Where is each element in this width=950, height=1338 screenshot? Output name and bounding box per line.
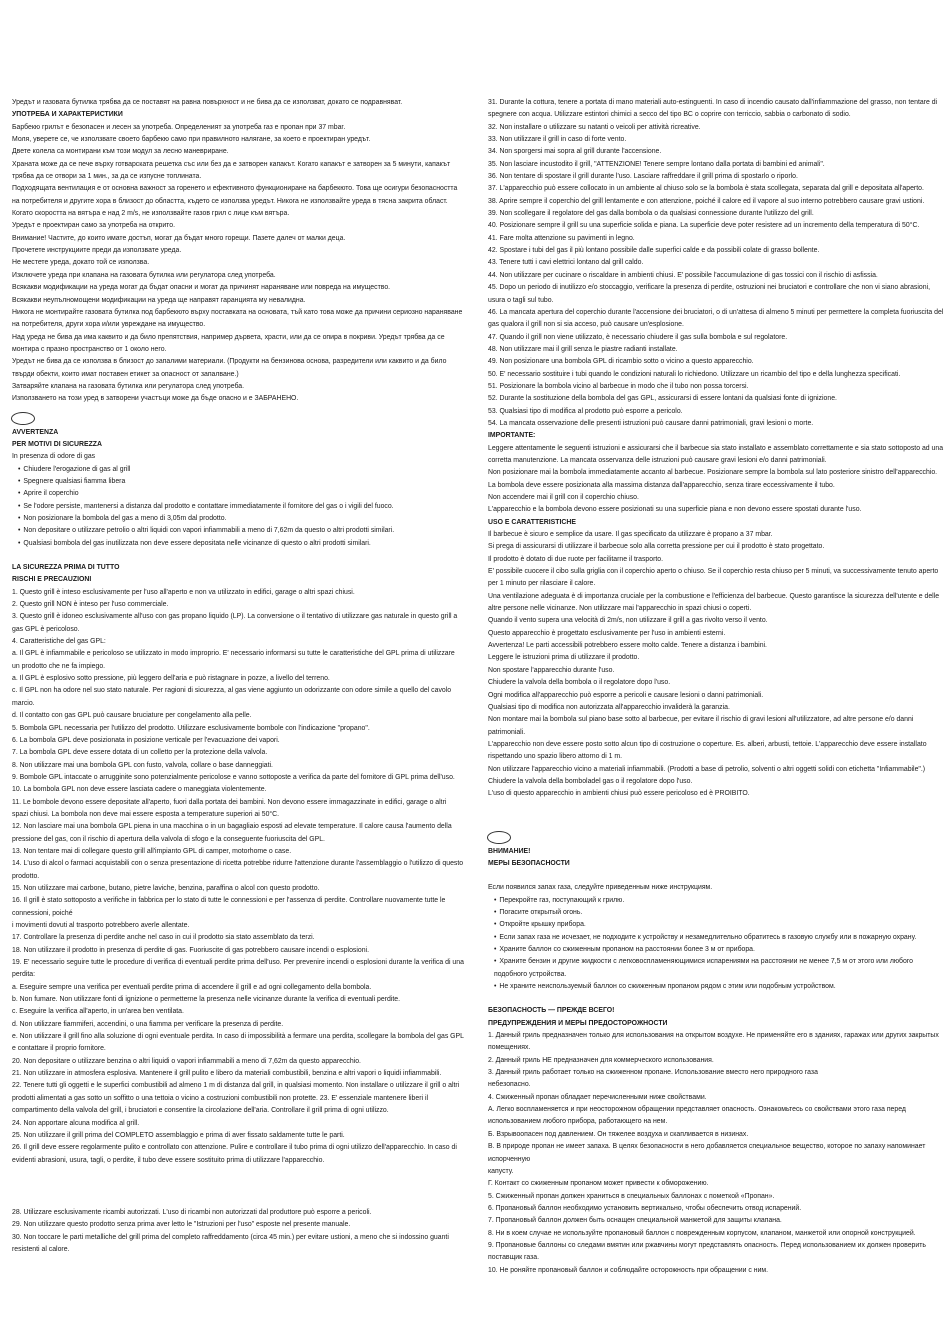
it-item: 44. Non utilizzare per cucinare o riscaldare in ambienti chiusi. E' possibile l'accumulazione di gas tossici con il rischio di asfissia.	[488, 271, 878, 279]
it-item: 51. Posizionare la bombola vicino al barbecue in modo che il tubo non possa torcersi.	[488, 382, 749, 390]
ru-item: 3. Данный гриль работает только на сжиженном пропане. Использование вместо него природного газа	[488, 1069, 818, 1077]
ru-bullet: • Храните баллон со сжиженным пропаном на расстоянии более 3 м от прибора.	[494, 944, 944, 956]
it-item: 43. Tenere tutti i cavi elettrici lontano dal grill caldo.	[488, 259, 644, 267]
it-item: 29. Non utilizzare questo prodotto senza prima aver letto le "Istruzioni per l'uso" esposte nel presente manuale.	[12, 1221, 351, 1229]
safety-subtitle: RISCHI E PRECAUZIONI	[12, 576, 92, 584]
it-item: 39. Non scollegare il regolatore del gas dalla bombola o da qualsiasi connessione durante l'utilizzo del grill.	[488, 210, 814, 218]
uso-item: Qualsiasi tipo di modifica non autorizzata all'apparecchio invaliderà la garanzia.	[488, 703, 730, 711]
gas-intro: In presenza di odore di gas	[12, 453, 96, 461]
it-item: 9. Bombole GPL intaccate o arrugginite sono potenzialmente pericolose e vanno sottoposte a verifica da parte del fornitore di GPL prima dell'uso.	[12, 773, 455, 781]
warning-oval-icon	[487, 831, 511, 844]
it-item: 25. Non utilizzare il grill prima del COMPLETO assemblaggio e prima di aver fissato saldamente tutte le parti.	[12, 1131, 345, 1139]
ru-intro: Если появился запах газа, следуйте приведенным ниже инструкциям.	[488, 884, 713, 892]
right-column	[488, 97, 944, 1277]
ru-bullet: • Откройте крышку прибора.	[494, 919, 944, 931]
uso-item: Il barbecue è sicuro e semplice da usare. Il gas specificato da utilizzare è propano a 37 mbar.	[488, 531, 773, 539]
it-item: 54. La mancata osservazione delle presenti istruzioni può causare danni patrimoniali, gravi lesioni o morte.	[488, 419, 814, 427]
bg-line: Никога не монтирайте газовата бутилка под барбекюто върху поставката на основата, тъй като това може да причини сериозно нараняване на потребителя, други хора и/или увреждане на имущество.	[12, 308, 463, 329]
bg-line: Всякакви модификации на уреда могат да бъдат опасни и могат да причинят нараняване или повреда на имущество.	[12, 284, 391, 292]
it-item: i movimenti dovuti al trasporto potrebbero averle allentate.	[12, 922, 190, 929]
uso-item: Una ventilazione adeguata è di importanza cruciale per la combustione e l'efficienza del barbecue. Questo garantisce la sicurezza dell'utente e delle altre persone nelle vicinanze. Non utilizzare mai l'apparecchio in spazi chiusi o coperti.	[488, 592, 940, 613]
ru-item: капусту.	[488, 1167, 514, 1175]
gas-bullet: • Chiudere l'erogazione di gas al grill	[18, 464, 464, 476]
ru-item: 1. Данный гриль предназначен только для использования на открытом воздухе. Не применяйте его в зданиях, гаражах или других закрытых помещениях.	[488, 1032, 939, 1052]
it-item: 42. Spostare i tubi del gas il più lontano possibile dalle superfici calde e da possibili colate di grasso bollente.	[488, 247, 820, 255]
bg-line: Използването на този уред в затворени участъци може да бъде опасно и е ЗАБРАНЕНО.	[12, 395, 299, 403]
it-item: 12. Non lasciare mai una bombola GPL piena in una macchina o in un bagagliaio esposti ad elevate temperature. Il calore causa l'aumento della pressione del gas, con il rischio di apertura della valvola di sfogo e la conseguente fuoriuscita del GPL.	[12, 823, 452, 843]
it-item: 8. Non utilizzare mai una bombola GPL con fusto, valvola, collare o base danneggiati.	[12, 761, 273, 769]
avvertenza-title: AVVERTENZA	[12, 428, 59, 436]
bg-line: Барбекю грилът е безопасен и лесен за употреба. Определеният за употреба газ е пропан при 37 mbar.	[12, 123, 346, 131]
ru-item: 8. Ни в коем случае не используйте пропановый баллон с поврежденным корпусом, клапаном, манжетой или опорной конструкцией.	[488, 1229, 916, 1237]
ru-item: 9. Пропановые баллоны со следами вмятин или ржавчины могут представлять опасность. Перед использованием их должен проверить поставщик газа.	[488, 1241, 926, 1262]
gas-bullet: • Se l'odore persiste, mantenersi a distanza dal prodotto e contattare immediatamente il fornitore del gas o i vigili del fuoco.	[18, 501, 464, 513]
it-item: c. Il GPL non ha odore nel suo stato naturale. Per ragioni di sicurezza, al gas viene aggiunto un odorizzante con odore simile a quello del cavolo marcio.	[12, 687, 452, 707]
bg-line: Храната може да се пече върху готварската решетка със или без да е затворен капакът. Когато капакът е затворен за 5 минути, капакът трябва да се отвори за 1 мин., за да се изпусне топлината.	[12, 160, 451, 181]
bg-line: Уредът и газовата бутилка трябва да се поставят на равна повърхност и не бива да се използват, докато се подравняват.	[12, 99, 403, 106]
it-item: 31. Durante la cottura, tenere a portata di mano materiali auto-estinguenti. In caso di incendio causato dall'infiammazione del grasso, non tentare di spegnere con acqua. Utilizzare estintori chimici a secco del tipo BC o coprire con terriccio, sabbia o carbonato di sodio.	[488, 99, 938, 119]
it-item: 35. Non lasciare incustodito il grill, "ATTENZIONE! Tenere sempre lontano dalla portata di bambini ed animali".	[488, 160, 825, 168]
uso-item: Non montare mai la bombola sul piano base sotto al barbecue, per evitare il rischio di gravi lesioni all'utilizzatore, ad altre persone e/o danni patrimoniali.	[488, 716, 914, 736]
ru-item: В. В природе пропан не имеет запаха. В целях безопасности в него добавляется специальное вещество, которое по запаху напоминает испорченную	[488, 1143, 926, 1163]
bg-heading: УПОТРЕБА И ХАРАКТЕРИСТИКИ	[12, 111, 123, 119]
uso-item: L'apparecchio non deve essere posto sotto alcun tipo di costruzione o coperture. Es. alberi, arbusti, tettoie. L'apparecchio deve essere installato rispettando uno spazio libero attorno di 1 m.	[488, 740, 927, 761]
warning-oval-icon	[11, 412, 35, 425]
ru-safety-subtitle: ПРЕДУПРЕЖДЕНИЯ И МЕРЫ ПРЕДОСТОРОЖНОСТИ	[488, 1019, 668, 1027]
it-item: d. Il contatto con gas GPL può causare bruciature per congelamento alla pelle.	[12, 712, 252, 720]
it-item: 7. La bombola GPL deve essere dotata di un colletto per la protezione della valvola.	[12, 749, 268, 757]
gas-bullet: • Aprire il coperchio	[18, 488, 464, 500]
bg-line: Затваряйте клапана на газовата бутилка или регулатора след употреба.	[12, 382, 244, 390]
bg-line: Изключете уреда при клапана на газовата бутилка или регулатора след употреба.	[12, 271, 276, 279]
gas-bullet: • Non posizionare la bombola del gas a meno di 3,05m dal prodotto.	[18, 513, 464, 525]
it-item: 18. Non utilizzare il prodotto in presenza di perdite di gas. Fuoriuscite di gas potrebbero causare incendi o esplosioni.	[12, 946, 369, 954]
bg-line: Уредът е проектиран само за употреба на открито.	[12, 222, 175, 230]
left-column	[12, 97, 464, 1256]
it-item: 16. Il grill è stato sottoposto a verifiche in fabbrica per lo stato di tutte le connessioni e per l'assenza di perdite. Controllare nuovamente tutte le connessioni, poiché	[12, 897, 446, 917]
it-item: 28. Utilizzare esclusivamente ricambi autorizzati. L'uso di ricambi non autorizzati dal produttore può esporre a pericoli.	[12, 1208, 372, 1216]
uso-title: USO E CARATTERISTICHE	[488, 518, 576, 526]
it-item: 48. Non utilizzare mai il grill senza le piastre radianti installate.	[488, 345, 678, 353]
it-item: 17. Controllare la presenza di perdite anche nel caso in cui il prodotto sia stato assemblato da terzi.	[12, 934, 315, 942]
bg-line: Двете колела са монтирани към този модул за лесно маневриране.	[12, 148, 229, 156]
it-item: 36. Non tentare di spostare il grill durante l'uso. Lasciare raffreddare il grill prima di spostarlo o riporlo.	[488, 173, 798, 181]
it-item: 30. Non toccare le parti metalliche del grill prima del completo raffreddamento (circa 45 min.) per evitare ustioni, a meno che si indossino guanti resistenti al calore.	[12, 1233, 449, 1253]
it-item: 34. Non sporgersi mai sopra al grill durante l'accensione.	[488, 148, 662, 156]
it-item: 40. Posizionare sempre il grill su una superficie solida e piana. La superficie deve poter resistere ad un incremento della temperatura di 50°C.	[488, 222, 920, 230]
importante-item: L'apparecchio e la bombola devono essere posizionati su una superficie piana e non devono essere spostati durante l'uso.	[488, 506, 862, 514]
uso-item: Il prodotto è dotato di due ruote per facilitarne il trasporto.	[488, 555, 664, 563]
uso-item: Questo apparecchio è progettato esclusivamente per l'uso in ambienti esterni.	[488, 629, 726, 637]
importante-title: IMPORTANTE:	[488, 432, 536, 440]
bg-line: Моля, уверете се, че използвате своето барбекю само при правилното налягане, за което е проектиран уредът.	[12, 136, 371, 144]
it-item: d. Non utilizzare fiammiferi, accendini, o una fiamma per verificare la presenza di perdite.	[12, 1020, 284, 1028]
bg-line: Уредът не бива да се използва в близост до запалими материали. (Продукти на бензинова основа, разредители или каквито и да било твърди обекти, които имат поставен етикет за опасност от запалване.)	[12, 358, 447, 378]
uso-item: Si prega di assicurarsi di utilizzare il barbecue solo alla corretta pressione per cui il prodotto è stato progettato.	[488, 543, 825, 551]
it-item: a. Eseguire sempre una verifica per eventuali perdite prima di accendere il grill e ad ogni collegamento della bombola.	[12, 983, 372, 991]
it-item: 14. L'uso di alcol o farmaci acquistabili con o senza presentazione di ricetta potrebbe ridurre l'attenzione durante l'assemblaggio o l'utilizzo di questo prodotto.	[12, 860, 464, 880]
bg-line: Не местете уреда, докато той се използва.	[12, 259, 150, 267]
it-item: 13. Non tentare mai di collegare questo grill all'impianto GPL di camper, motorhome o case.	[12, 847, 292, 855]
it-item: e. Non utilizzare il grill fino alla soluzione di ogni eventuale perdita. In caso di impossibilità a fermare una perdita, scollegare la bombola del gas GPL e contattare il proprio fornitore.	[12, 1033, 464, 1053]
it-item: 2. Questo grill NON è inteso per l'uso commerciale.	[12, 601, 169, 609]
bg-line: Всякакви неупълномощени модификации на уреда ще направят гаранцията му невалидна.	[12, 296, 306, 304]
bg-line: Подходящата вентилация е от основна важност за горенето и ефективното функциониране на барбекюто. Това ще осигури безопасността на потребителя и другите хора в близост до областта, където се използва уредът. Никога не използвайте уреда в тясна закрита област.	[12, 185, 458, 205]
ru-item: 5. Сжиженный пропан должен храниться в специальных баллонах с пометкой «Пропан».	[488, 1192, 775, 1200]
it-item: 53. Qualsiasi tipo di modifica al prodotto può esporre a pericolo.	[488, 407, 683, 415]
ru-bullet: • Храните бензин и другие жидкости с легковоспламеняющимися испарениями на расстоянии не менее 7,5 м от этого или любого подобного устройства.	[494, 956, 944, 981]
it-item: 20. Non depositare o utilizzare benzina o altri liquidi o vapori infiammabili a meno di 7,62m da questo apparecchio.	[12, 1057, 361, 1065]
it-item: 11. Le bombole devono essere depositate all'aperto, fuori dalla portata dei bambini. Non devono essere immagazzinate in edifici, garage o altri spazi chiusi. La bombola non deve mai essere esposta a temperature superiori ai 50°C.	[12, 798, 447, 818]
ru-item: 4. Сжиженный пропан обладает перечисленными ниже свойствами.	[488, 1093, 707, 1101]
it-item: 15. Non utilizzare mai carbone, butano, pietre laviche, benzina, paraffina o alcol con questo prodotto.	[12, 884, 320, 892]
it-item: 3. Questo grill è idoneo esclusivamente all'uso con gas propano liquido (LP). La conversione o il tentativo di utilizzare gas naturale in questo grill a gas GPL è pericoloso.	[12, 613, 458, 633]
bg-line: Прочетете инструкциите преди да използвате уреда.	[12, 247, 182, 255]
it-item: 38. Aprire sempre il coperchio del grill lentamente e con attenzione, poiché il calore ed il vapore al suo interno potrebbero causare gravi ustioni.	[488, 197, 925, 205]
ru-item: 2. Данный гриль НЕ предназначен для коммерческого использования.	[488, 1056, 714, 1064]
uso-item: E' possibile cuocere il cibo sulla griglia con il coperchio aperto o chiuso. Se il coperchio resta chiuso per 5 minuti, va successivamente tenuto aperto per 1 minuto per rilasciare il calore.	[488, 568, 939, 588]
importante-item: La bombola deve essere posizionata alla massima distanza dall'apparecchio, senza tirare eccessivamente il tubo.	[488, 481, 835, 489]
gas-bullet: • Non depositare o utilizzare petrolio o altri liquidi con vapori infiammabili a meno di 7,62m da questo o altri prodotti similari.	[18, 525, 464, 537]
safety-title: LA SICUREZZA PRIMA DI TUTTO	[12, 564, 120, 572]
it-item: c. Eseguire la verifica all'aperto, in un'area ben ventilata.	[12, 1008, 184, 1016]
it-item: 22. Tenere tutti gli oggetti e le superfici combustibili ad almeno 1 m di distanza dal grill, in qualsiasi momento. Non installare o utilizzare il grill o altri prodotti alimentati a gas sotto un soffitto o una tettoia o vicino a costruzioni combustibili non protette. 23. E' essenziale mantenere liberi il compartimento della valvola del grill, i bruciatori e consentire la circolazione dell'aria. Controllare il grill prima di ogni utilizzo.	[12, 1082, 460, 1115]
ru-warning-title: ВНИМАНИЕ!	[488, 847, 531, 855]
it-item: 10. La bombola GPL non deve essere lasciata cadere o maneggiata violentemente.	[12, 786, 267, 794]
ru-item: 6. Пропановый баллон необходимо установить вертикально, чтобы обеспечить отвод испарений.	[488, 1204, 802, 1212]
importante-item: Non accendere mai il grill con il coperchio chiuso.	[488, 494, 639, 501]
ru-warning-subtitle: МЕРЫ БЕЗОПАСНОСТИ	[488, 859, 570, 867]
it-item: b. Non fumare. Non utilizzare fonti di ignizione o permetterne la presenza nelle vicinanze durante la verifica di eventuali perdite.	[12, 996, 401, 1004]
it-item: 49. Non posizionare una bombola GPL di ricambio sotto o vicino a questo apparecchio.	[488, 358, 754, 366]
ru-bullet: • Перекройте газ, поступающий к грилю.	[494, 895, 944, 907]
gas-bullet: • Qualsiasi bombola del gas inutilizzata non deve essere depositata nelle vicinanze di questo o altri prodotti similari.	[18, 538, 464, 550]
it-item: a. Il GPL è infiammabile e pericoloso se utilizzato in modo improprio. E' necessario informarsi su tutte le caratteristiche del GPL prima di utilizzare un prodotto che ne fa impiego.	[12, 650, 455, 670]
uso-item: Quando il vento supera una velocità di 2m/s, non utilizzare il grill a gas rivolto verso il vento.	[488, 617, 768, 625]
ru-bullet: • Погасите открытый огонь.	[494, 907, 944, 919]
uso-item: Chiudere la valvola della bombola o il regolatore dopo l'uso.	[488, 679, 671, 687]
importante-item: Leggere attentamente le seguenti istruzioni e assicurarsi che il barbecue sia stato installato e assemblato correttamente e sia stato sottoposto ad una corretta manutenzione. La mancata osservanza delle istruzioni può causare gravi lesioni e/o danni patrimoniali.	[488, 444, 944, 464]
it-item: 45. Dopo un periodo di inutilizzo e/o stoccaggio, verificare la presenza di perdite, ostruzioni nei bruciatori e controllare che non vi siano abrasioni, usura o tagli sul tubo.	[488, 284, 931, 304]
it-item: 41. Fare molta attenzione su pavimenti in legno.	[488, 234, 635, 242]
avvertenza-subtitle: PER MOTIVI DI SICUREZZA	[12, 440, 102, 448]
importante-item: Non posizionare mai la bombola immediatamente accanto al barbecue. Posizionare sempre la bombola sul lato posteriore sinistro dell'apparecchio.	[488, 469, 938, 477]
ru-item: 10. Не роняйте пропановый баллон и соблюдайте осторожность при обращении с ним.	[488, 1266, 769, 1274]
it-item: a. Il GPL è esplosivo sotto pressione, più leggero dell'aria e può ristagnare in pozze, a livello del terreno.	[12, 675, 330, 683]
it-item: 52. Durante la sostituzione della bombola del gas GPL, assicurarsi di essere lontani da qualsiasi fonte di ignizione.	[488, 395, 837, 403]
it-item: 19. E' necessario seguire tutte le procedure di verifica di eventuali perdite prima dell'uso. Per prevenire incendi o esplosioni durante la verifica di una perdita:	[12, 959, 464, 979]
uso-item: Non spostare l'apparecchio durante l'uso.	[488, 666, 615, 674]
uso-item: Avvertenza! Le parti accessibili potrebbero essere molto calde. Tenere a distanza i bambini.	[488, 642, 767, 650]
it-item: 32. Non installare o utilizzare su natanti o veicoli per attività ricreative.	[488, 123, 701, 131]
it-item: 5. Bombola GPL necessaria per l'utilizzo del prodotto. Utilizzare esclusivamente bombole con l'indicazione "propano".	[12, 724, 370, 732]
bg-line: Над уреда не бива да има каквито и да било препятствия, например дървета, храсти, или да се опира в покриви. Уредът трябва да се монтира с празно пространство от 1 около него.	[12, 333, 445, 353]
gas-bullet-list	[12, 464, 464, 550]
uso-item: Ogni modifica all'apparecchio può esporre a pericoli e causare lesioni o danni patrimoniali.	[488, 691, 764, 699]
ru-bullet-list	[488, 895, 944, 994]
uso-item: Non utilizzare l'apparecchio vicino a materiali infiammabili. (Prodotti a base di petrolio, solventi o altri oggetti solidi con etichetta "Infiammabile".)	[488, 765, 926, 773]
it-item: 26. Il grill deve essere regolarmente pulito e controllato con attenzione. Pulire e controllare il tubo prima di ogni utilizzo dell'apparecchio. In caso di evidenti abrasioni, usura, tagli, o perdite, il tubo deve essere sostituito prima di utilizzare l'apparecchio.	[12, 1144, 457, 1164]
it-item: 46. La mancata apertura del coperchio durante l'accensione dei bruciatori, o di un'attesa di almeno 5 minuti per permettere la completa fuoriuscita del gas qualora il grill non si sia acceso, può causare un'esplosione.	[488, 308, 944, 329]
it-item: 21. Non utilizzare in atmosfera esplosiva. Mantenere il grill pulito e libero da materiali combustibili, benzina e altri vapori o liquidi infiammabili.	[12, 1070, 442, 1078]
bg-line: Когато скоростта на вятъра е над 2 m/s, не използвайте газов грил с лице към вятъра.	[12, 210, 290, 218]
uso-item: Chiudere la valvola della bomboladel gas o il regolatore dopo l'uso.	[488, 777, 693, 785]
ru-item: Г. Контакт со сжиженным пропаном может привести к обморожению.	[488, 1180, 709, 1188]
it-item: 37. L'apparecchio può essere collocato in un ambiente al chiuso solo se la bombola è stata scollegata, separata dal grill e depositata all'aperto.	[488, 185, 924, 193]
it-item: 24. Non apportare alcuna modifica al grill.	[12, 1119, 140, 1127]
ru-item: небезопасно.	[488, 1081, 531, 1089]
ru-bullet: • Если запах газа не исчезает, не подходите к устройству и незамедлительно обратитесь в газовую службу или в пожарную охрану.	[494, 932, 944, 944]
ru-bullet: • Не храните неиспользуемый баллон со сжиженным пропаном рядом с этим или подобным устройством.	[494, 981, 944, 993]
gas-bullet: • Spegnere qualsiasi fiamma libera	[18, 476, 464, 488]
it-item: 4. Caratteristiche del gas GPL:	[12, 638, 106, 646]
it-item: 33. Non utilizzare il grill in caso di forte vento.	[488, 136, 627, 144]
ru-item: 7. Пропановый баллон должен быть оснащен специальной манжетой для защиты клапана.	[488, 1217, 782, 1225]
ru-item: Б. Взрывоопасен под давлением. Он тяжелее воздуха и скапливается в низинах.	[488, 1130, 749, 1138]
it-item: 50. E' necessario sostituire i tubi quando le condizioni naturali lo richiedono. Utilizzare un ricambio del tipo e della lunghezza specificati.	[488, 370, 901, 378]
ru-safety-title: БЕЗОПАСНОСТЬ — ПРЕЖДЕ ВСЕГО!	[488, 1007, 615, 1015]
it-item: 1. Questo grill è inteso esclusivamente per l'uso all'aperto e non va utilizzato in edifici, garage o altri spazi chiusi.	[12, 588, 355, 596]
uso-item: Leggere le istruzioni prima di utilizzare il prodotto.	[488, 654, 640, 662]
it-item: 47. Quando il grill non viene utilizzato, è necessario chiudere il gas sulla bombola e sul regolatore.	[488, 333, 788, 341]
bg-line: Внимание! Частите, до които имате достъп, могат да бъдат много горещи. Пазете далеч от малки деца.	[12, 234, 346, 242]
it-item: 6. La bombola GPL deve posizionata in posizione verticale per l'evacuazione dei vapori.	[12, 736, 280, 744]
uso-item: L'uso di questo apparecchio in ambienti chiusi può essere pericoloso ed è PROIBITO.	[488, 790, 750, 798]
ru-item: А. Легко воспламеняется и при неосторожном обращении представляет опасность. Ознакомьтесь со свойствами этого газа перед использованием любого прибора, работающего на нем.	[488, 1106, 906, 1126]
